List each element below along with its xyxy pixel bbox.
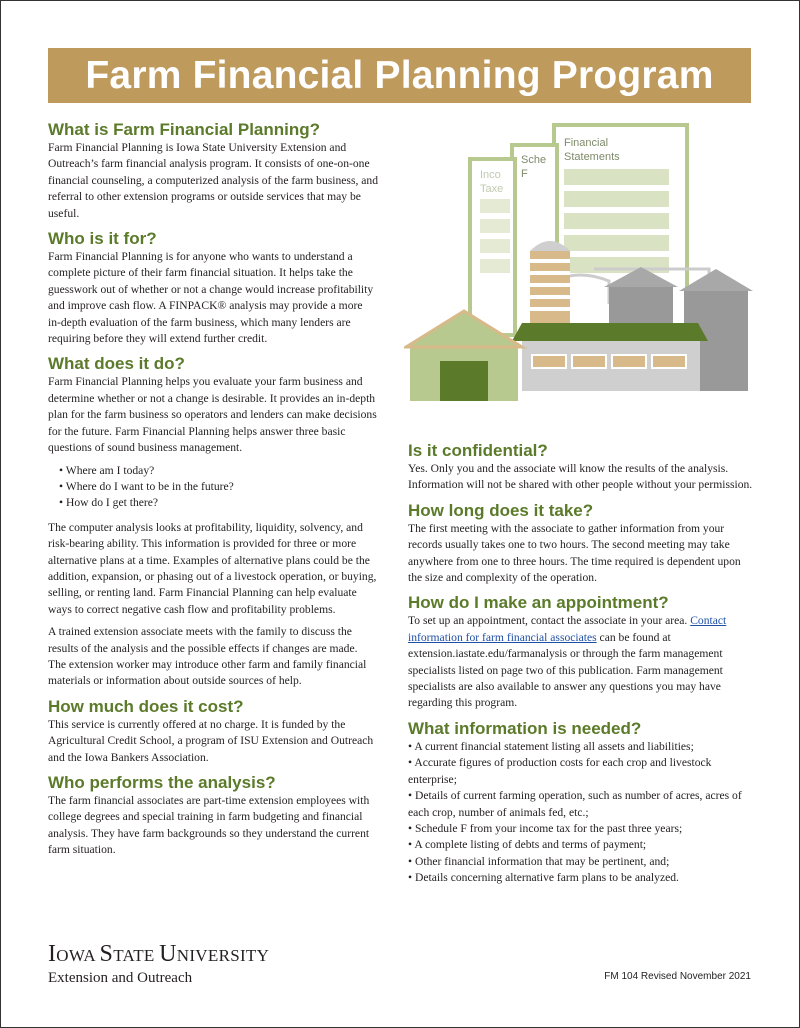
- barn-window: [532, 355, 566, 368]
- doc-line: [480, 199, 510, 213]
- doc-line: [564, 235, 669, 251]
- body-text: To set up an appointment, contact the associate in your area.: [408, 614, 691, 628]
- doc-label: Financial: [564, 137, 609, 149]
- list-item: • A complete listing of debts and terms of payment;: [408, 837, 753, 853]
- logo-letter: S: [99, 941, 114, 967]
- doc-line: [564, 213, 669, 229]
- logo-wordmark: [48, 941, 269, 969]
- silo-stripe: [530, 295, 570, 299]
- section-heading: Is it confidential?: [408, 441, 548, 460]
- section-heading: How much does it cost?: [48, 696, 244, 716]
- logo-subtitle: Extension and Outreach: [48, 970, 193, 986]
- section-how-long: [408, 500, 753, 587]
- bin-roof: [679, 269, 753, 291]
- doc-label: Statements: [564, 151, 620, 163]
- doc-label: Inco: [480, 169, 501, 181]
- section-body: The first meeting with the associate to gather information from your records usually takes one to two hours. The second meeting may take anywhere from one to three hours. The time required is dependent upon the size and complexity of the operation.: [408, 521, 741, 585]
- list-item: • How do I get there?: [59, 495, 378, 511]
- title-banner: [48, 48, 751, 103]
- section-who-for: [48, 228, 378, 347]
- doc-line: [564, 169, 669, 185]
- doc-label: Sche: [521, 154, 547, 166]
- logo-letters: OWA: [56, 946, 100, 965]
- section-body: Farm Financial Planning is Iowa State University Extension and Outreach’s farm financial analysis program. It consists of one-on-one financial counseling, a computerized analysis of the farm business, and referral to other extension programs or outside services that may be useful.: [48, 141, 378, 220]
- list-item: • Details concerning alternative farm plans to be analyzed.: [408, 870, 753, 886]
- doc-label: F: [521, 168, 528, 180]
- logo-letters: NIVERSITY: [176, 946, 270, 965]
- section-appointment: [408, 592, 753, 711]
- shed-door: [440, 361, 488, 401]
- doc-label: Taxe: [480, 183, 504, 195]
- section-who-performs: [48, 772, 378, 859]
- barn-window: [612, 355, 646, 368]
- silo-stripe: [530, 259, 570, 263]
- silo-stripe: [530, 283, 570, 287]
- section-confidential: [408, 440, 753, 494]
- contact-associates-link[interactable]: Contact information for farm financial associates: [408, 614, 727, 644]
- section-body: The farm financial associates are part-time extension employees with college degrees and special training in farm budgeting and financial analysis. They have farm backgrounds so they understand the current farm situation.: [48, 794, 370, 857]
- section-body: Farm Financial Planning helps you evaluate your farm business and determine whether or not a change is desirable. It provides an in-depth plan for the farm business so operators and lenders can make decisions for the future. Farm Financial Planning helps answer three basic questions of sound business management.: [48, 375, 377, 455]
- section-heading: Who performs the analysis?: [48, 773, 276, 792]
- section-heading: What does it do?: [48, 354, 185, 374]
- section-heading: What is Farm Financial Planning?: [48, 120, 321, 139]
- section-heading: What information is needed?: [408, 718, 642, 738]
- silo-stripe: [530, 271, 570, 275]
- page-title: Farm Financial Planning Program: [85, 54, 714, 97]
- list-item: • Details of current farming operation, such as number of acres, acres of each crop, number of animals fed, etc.;: [408, 788, 753, 821]
- doc-line: [480, 219, 510, 233]
- doc-line: [564, 191, 669, 207]
- doc-line: [480, 259, 510, 273]
- section-what-does: [48, 353, 378, 689]
- list-item: • Where do I want to be in the future?: [59, 479, 378, 495]
- striped-silo: [530, 251, 570, 333]
- section-body: This service is currently offered at no charge. It is funded by the Agricultural Credit School, a program of ISU Extension and Outreach and the Iowa Bankers Association.: [48, 717, 374, 764]
- barn-window: [652, 355, 686, 368]
- section-body: Yes. Only you and the associate will know the results of the analysis. Information will not be shared with other people without your permission.: [408, 462, 753, 492]
- left-column: [48, 119, 378, 865]
- section-cost: [48, 696, 378, 766]
- list-item: • Accurate figures of production costs for each crop and livestock enterprise;: [408, 755, 753, 788]
- list-item: • Where am I today?: [59, 463, 378, 479]
- doc-line: [564, 257, 669, 273]
- list-item: • Schedule F from your income tax for the past three years;: [408, 821, 753, 837]
- isu-logo: [48, 941, 269, 987]
- section-body: A trained extension associate meets with the family to discuss the results of the analysis and the possible effects if changes are made. The extension worker may introduce other farm and family financial materials or information about outside sources of help.: [48, 625, 367, 688]
- silo-stripe: [530, 307, 570, 311]
- right-column: [408, 440, 753, 893]
- section-what-is: [48, 119, 378, 222]
- doc-line: [480, 239, 510, 253]
- logo-letter: U: [159, 941, 177, 967]
- section-heading: Who is it for?: [48, 229, 157, 249]
- logo-letters: TATE: [113, 946, 160, 965]
- question-list: [48, 463, 378, 512]
- logo-letter: I: [48, 941, 57, 967]
- list-item: • Other financial information that may be pertinent, and;: [408, 854, 753, 870]
- section-heading: How long does it take?: [408, 500, 594, 520]
- section-body: The computer analysis looks at profitability, liquidity, solvency, and risk-bearing ability. This information is provided for three or more alternative plans at a time. Examples of alternative plans could be the addition, expansion, or phasing out of a livestock operation, or buying, selling, or renting land. Farm Financial Planning can help evaluate ways to correct negative cash flow and profitability problems.: [48, 520, 377, 616]
- body-text: can be found at extension.iastate.edu/farmanalysis or through the farm management specialists listed on page two of this publication. Farm management specialists are also available to answer any questions you may have regarding this program.: [408, 630, 723, 710]
- info-list: [408, 739, 753, 887]
- barn-window: [572, 355, 606, 368]
- section-body: Farm Financial Planning is for anyone who wants to understand a complete picture of their farm financial situation. It helps take the guesswork out of whether or not a change would increase profitability and improve cash flow. A FINPACK® analysis may provide a more in-depth evaluation of the farm business, which many lenders are requiring before they will extend further credit.: [48, 250, 374, 346]
- section-heading: How do I make an appointment?: [408, 593, 669, 613]
- publication-footer: FM 104 Revised November 2021: [604, 971, 751, 982]
- farm-illustration: [404, 119, 754, 401]
- list-item: • A current financial statement listing all assets and liabilities;: [408, 739, 753, 755]
- section-body: [408, 613, 753, 711]
- section-info-needed: [408, 718, 753, 887]
- barn-roof: [512, 323, 708, 341]
